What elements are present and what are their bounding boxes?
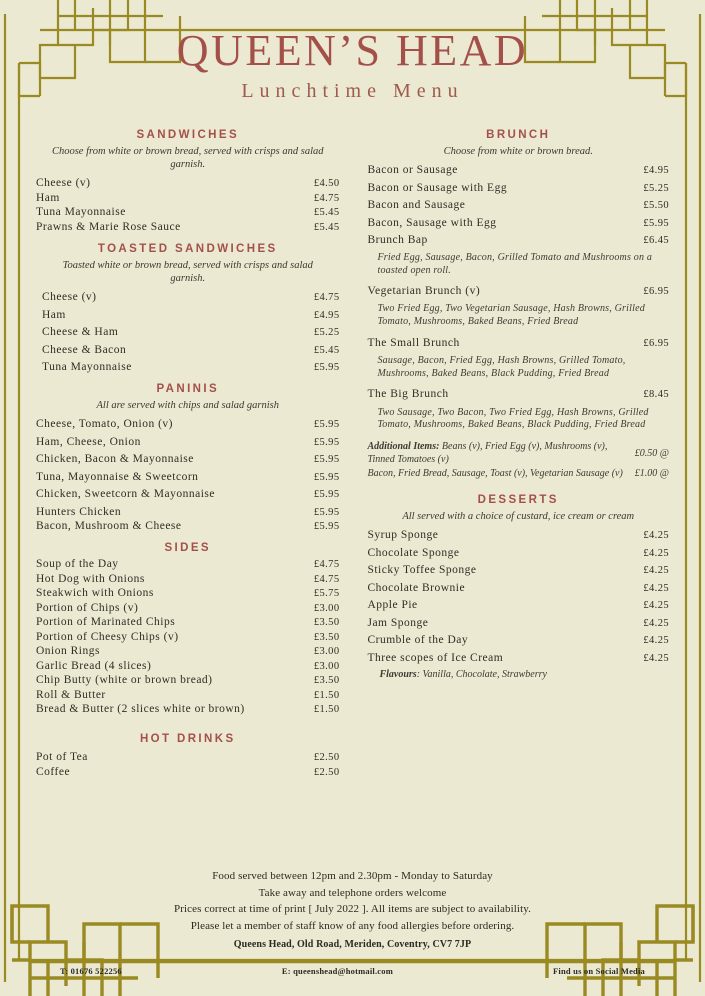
additional-items-text xyxy=(367,440,634,466)
item-price: £1.50 xyxy=(313,689,340,701)
item-name: Chicken, Bacon & Mayonnaise xyxy=(36,453,194,466)
item-price: £5.95 xyxy=(313,521,340,533)
left-column xyxy=(36,119,343,780)
item-price: £5.95 xyxy=(313,489,340,501)
menu-item xyxy=(367,337,669,349)
item-price: £5.25 xyxy=(313,327,340,339)
menu-item xyxy=(36,689,339,701)
item-name: Apple Pie xyxy=(367,599,418,612)
item-name: Bacon or Sausage with Egg xyxy=(367,181,508,194)
item-price: £3.00 xyxy=(313,660,340,672)
item-price: £5.95 xyxy=(313,471,340,483)
section-sandwiches xyxy=(36,129,339,233)
menu-item xyxy=(36,291,339,303)
item-price: £4.25 xyxy=(643,530,669,542)
item-price: £3.50 xyxy=(313,617,340,629)
menu-item xyxy=(367,388,669,400)
item-price: £6.45 xyxy=(643,235,669,247)
section-title-hot-drinks: HOT DRINKS xyxy=(139,733,236,746)
section-brunch xyxy=(367,129,669,480)
additional-items-price: £0.50 @ xyxy=(634,447,669,459)
item-name: Bacon and Sausage xyxy=(367,199,466,212)
menu-item xyxy=(36,520,339,532)
item-name: Cheese (v) xyxy=(42,291,97,304)
item-price: £3.50 xyxy=(313,675,340,687)
section-title-desserts: DESSERTS xyxy=(477,494,559,507)
item-name: Prawns & Marie Rose Sauce xyxy=(36,220,181,233)
menu-item xyxy=(367,164,669,176)
menu-item xyxy=(367,547,669,559)
restaurant-name: QUEEN’S HEAD xyxy=(176,26,529,75)
contact-bar xyxy=(60,966,645,976)
menu-item xyxy=(367,582,669,594)
item-name: Three scopes of Ice Cream xyxy=(367,651,504,664)
menu-subtitle: Lunchtime Menu xyxy=(241,80,464,103)
section-note-paninis: All are served with chips and salad garnish xyxy=(96,400,279,412)
item-price: £4.95 xyxy=(643,165,669,177)
menu-item xyxy=(36,309,339,321)
menu-item xyxy=(36,488,339,500)
section-toasted-sandwiches xyxy=(36,243,339,373)
item-name: Ham xyxy=(36,191,60,204)
item-price: £5.95 xyxy=(313,436,340,448)
item-price: £5.75 xyxy=(313,588,340,600)
menu-item xyxy=(36,192,339,204)
item-name: Garlic Bread (4 slices) xyxy=(36,659,152,672)
item-name: Chocolate Sponge xyxy=(367,546,460,559)
additional-items-label: Additional Items: xyxy=(367,441,440,453)
menu-item xyxy=(36,361,339,373)
item-price: £4.25 xyxy=(643,635,669,647)
item-name: Portion of Chips (v) xyxy=(36,601,139,614)
menu-columns xyxy=(26,119,679,780)
menu-item xyxy=(367,234,669,246)
item-description: Two Sausage, Two Bacon, Two Fried Egg, Hash Browns, Grilled Tomato, Mushrooms, Baked Beans, Black Pudding, Fried Bread xyxy=(377,406,649,431)
item-name: Tuna, Mayonnaise & Sweetcorn xyxy=(36,470,199,483)
desserts-items xyxy=(367,529,669,664)
item-name: Sticky Toffee Sponge xyxy=(367,564,477,577)
section-note-brunch: Choose from white or brown bread. xyxy=(443,146,593,158)
item-price: £5.95 xyxy=(313,506,340,518)
menu-item xyxy=(367,599,669,611)
item-name: Tuna Mayonnaise xyxy=(36,206,126,219)
item-price: £2.50 xyxy=(313,766,340,778)
menu-item xyxy=(36,558,339,570)
item-price: £5.95 xyxy=(643,217,669,229)
item-name: Bacon, Mushroom & Cheese xyxy=(36,520,182,533)
item-price: £6.95 xyxy=(643,337,669,349)
menu-item xyxy=(367,564,669,576)
item-price: £6.95 xyxy=(643,285,669,297)
item-name: Crumble of the Day xyxy=(367,634,469,647)
item-name: Cheese, Tomato, Onion (v) xyxy=(36,418,174,431)
item-price: £4.25 xyxy=(643,547,669,559)
menu-item xyxy=(36,418,339,430)
contact-phone[interactable]: T: 01676 522256 xyxy=(60,966,122,976)
item-name: Ham xyxy=(42,308,66,321)
item-name: Chocolate Brownie xyxy=(367,581,466,594)
item-name: Tuna Mayonnaise xyxy=(42,361,132,374)
item-price: £5.45 xyxy=(313,221,340,233)
section-title-sides: SIDES xyxy=(164,542,211,555)
item-name: Onion Rings xyxy=(36,645,100,658)
dessert-flavours-label: Flavours xyxy=(379,669,417,681)
item-price: £4.75 xyxy=(313,559,340,571)
section-desserts xyxy=(367,494,669,680)
additional-items-row xyxy=(367,467,669,480)
item-name: Soup of the Day xyxy=(36,558,119,571)
footer-line-prices: Prices correct at time of print [ July 2022 ]. All items are subject to availability. xyxy=(174,903,531,915)
menu-item xyxy=(367,217,669,229)
section-note-toasted-sandwiches: Toasted white or brown bread, served with crisps and salad garnish. xyxy=(62,259,313,285)
section-note-sandwiches: Choose from white or brown bread, served with crisps and salad garnish. xyxy=(51,146,324,171)
masthead xyxy=(26,16,679,103)
item-price: £3.00 xyxy=(313,602,340,614)
item-name: Vegetarian Brunch (v) xyxy=(367,284,481,297)
item-name: Syrup Sponge xyxy=(367,529,439,542)
item-price: £4.25 xyxy=(643,582,669,594)
brunch-items xyxy=(367,164,669,480)
menu-item xyxy=(36,751,339,763)
menu-item xyxy=(367,529,669,541)
item-name: Steakwich with Onions xyxy=(36,587,154,600)
contact-email[interactable]: E: queenshead@hotmail.com xyxy=(281,966,394,976)
section-hot-drinks xyxy=(36,733,339,778)
item-name: The Small Brunch xyxy=(367,336,460,349)
item-name: Coffee xyxy=(36,765,71,778)
section-sides xyxy=(36,542,339,715)
dessert-flavours xyxy=(367,669,669,680)
footer-line-takeaway: Take away and telephone orders welcome xyxy=(258,886,447,899)
item-name: Brunch Bap xyxy=(367,234,428,247)
contact-social[interactable]: Find us on Social Media xyxy=(553,966,645,976)
item-name: Bacon, Sausage with Egg xyxy=(367,216,497,229)
paninis-items xyxy=(36,418,339,532)
menu-item xyxy=(36,616,339,628)
item-price: £4.75 xyxy=(313,292,340,304)
footer-notes xyxy=(0,868,705,952)
item-name: Bread & Butter (2 slices white or brown) xyxy=(36,703,245,716)
item-price: £5.25 xyxy=(643,182,669,194)
footer-address: Queens Head, Old Road, Meriden, Coventry, CV7 7JP xyxy=(233,939,472,950)
item-price: £5.45 xyxy=(313,207,340,219)
item-price: £4.25 xyxy=(643,565,669,577)
item-price: £4.25 xyxy=(643,652,669,664)
additional-items-row xyxy=(367,440,669,466)
item-price: £3.50 xyxy=(313,631,340,643)
menu-item xyxy=(367,199,669,211)
section-paninis xyxy=(36,383,339,532)
item-name: Jam Sponge xyxy=(367,616,429,629)
additional-items-list: Beans (v), Fried Egg (v), Mushrooms (v), Tinned Tomatoes (v) xyxy=(367,441,608,466)
section-title-sandwiches: SANDWICHES xyxy=(136,129,240,142)
menu-item xyxy=(36,436,339,448)
item-price: £4.25 xyxy=(643,600,669,612)
item-name: Hunters Chicken xyxy=(36,505,122,518)
menu-item xyxy=(36,645,339,657)
item-price: £2.50 xyxy=(313,752,340,764)
menu-item xyxy=(36,587,339,599)
item-name: Ham, Cheese, Onion xyxy=(36,435,141,448)
item-name: The Big Brunch xyxy=(367,388,449,401)
menu-item xyxy=(367,285,669,297)
menu-item xyxy=(36,660,339,672)
menu-item xyxy=(36,471,339,483)
additional-items-price: £1.00 @ xyxy=(634,468,669,480)
menu-item xyxy=(36,177,339,189)
item-price: £4.75 xyxy=(313,192,340,204)
item-price: £5.95 xyxy=(313,454,340,466)
item-price: £5.45 xyxy=(313,344,340,356)
item-name: Portion of Cheesy Chips (v) xyxy=(36,630,179,643)
item-price: £3.00 xyxy=(313,646,340,658)
item-price: £5.95 xyxy=(313,419,340,431)
menu-item xyxy=(367,617,669,629)
item-price: £8.45 xyxy=(643,389,669,401)
additional-items-list: Bacon, Fried Bread, Sausage, Toast (v), Vegetarian Sausage (v) xyxy=(367,468,623,480)
sides-items xyxy=(36,558,339,715)
menu-item xyxy=(367,634,669,646)
item-name: Roll & Butter xyxy=(36,688,106,701)
menu-item xyxy=(36,631,339,643)
menu-item xyxy=(36,326,339,338)
menu-item xyxy=(36,206,339,218)
item-name: Cheese (v) xyxy=(36,177,91,190)
menu-item xyxy=(36,344,339,356)
menu-item xyxy=(367,182,669,194)
item-name: Hot Dog with Onions xyxy=(36,572,145,585)
item-price: £5.95 xyxy=(313,362,340,374)
menu-item xyxy=(36,506,339,518)
item-name: Cheese & Bacon xyxy=(42,343,127,356)
item-name: Portion of Marinated Chips xyxy=(36,616,176,629)
menu-item xyxy=(36,221,339,233)
item-price: £4.25 xyxy=(643,617,669,629)
sandwiches-items xyxy=(36,177,339,233)
item-name: Pot of Tea xyxy=(36,751,88,764)
item-price: £5.50 xyxy=(643,200,669,212)
item-price: £1.50 xyxy=(313,704,340,716)
menu-content xyxy=(26,16,679,956)
item-price: £4.50 xyxy=(313,178,340,190)
footer-line-allergies: Please let a member of staff know of any food allergies before ordering. xyxy=(190,919,515,932)
menu-item xyxy=(36,602,339,614)
toasted-sandwiches-items xyxy=(36,291,339,373)
item-description: Sausage, Bacon, Fried Egg, Hash Browns, Grilled Tomato, Mushrooms, Baked Beans, Black Pudding, Fried Bread xyxy=(377,355,626,379)
section-title-brunch: BRUNCH xyxy=(486,129,551,142)
section-title-paninis: PANINIS xyxy=(156,383,220,396)
item-name: Chicken, Sweetcorn & Mayonnaise xyxy=(36,488,216,501)
item-description: Two Fried Egg, Two Vegetarian Sausage, Hash Browns, Grilled Tomato, Mushrooms, Baked Beans, Fried Bread xyxy=(377,303,645,328)
item-price: £4.95 xyxy=(313,309,340,321)
menu-item xyxy=(36,703,339,715)
menu-item xyxy=(36,573,339,585)
item-description: Fried Egg, Sausage, Bacon, Grilled Tomato and Mushrooms on a toasted open roll. xyxy=(377,251,653,276)
dessert-flavours-list: : Vanilla, Chocolate, Strawberry xyxy=(416,669,547,681)
menu-item xyxy=(36,674,339,686)
hot-drinks-items xyxy=(36,751,339,778)
right-column xyxy=(361,119,669,780)
section-title-toasted-sandwiches: TOASTED SANDWICHES xyxy=(97,242,278,255)
item-name: Cheese & Ham xyxy=(42,326,119,339)
menu-item xyxy=(36,766,339,778)
footer-line-service-hours: Food served between 12pm and 2.30pm - Monday to Saturday xyxy=(212,870,493,882)
menu-item xyxy=(367,652,669,664)
item-name: Bacon or Sausage xyxy=(367,164,458,177)
item-name: Chip Butty (white or brown bread) xyxy=(36,674,213,687)
item-price: £4.75 xyxy=(313,573,340,585)
menu-item xyxy=(36,453,339,465)
section-note-desserts: All served with a choice of custard, ice cream or cream xyxy=(402,511,635,523)
